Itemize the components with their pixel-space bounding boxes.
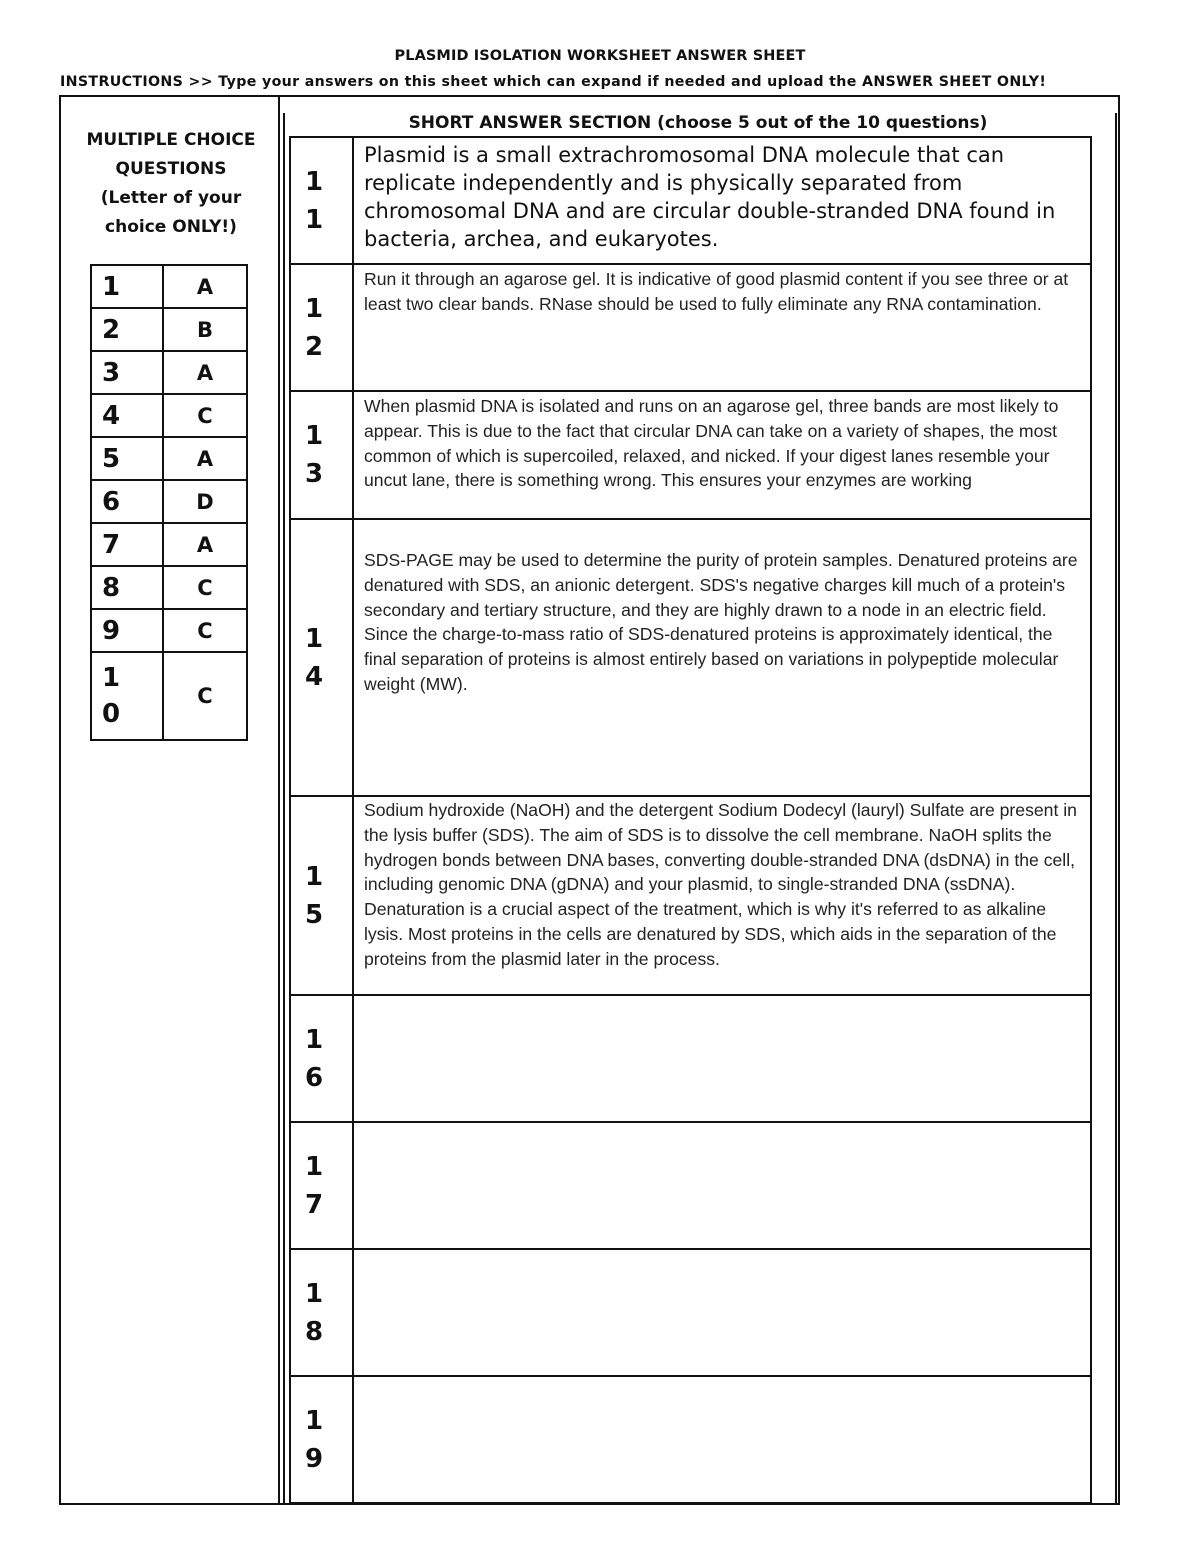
sa-row bbox=[290, 995, 1091, 1122]
sa-number-digit: 1 bbox=[305, 1151, 324, 1182]
sa-answer-cell[interactable]: SDS-PAGE may be used to determine the purity of protein samples. Denatured proteins are denatured with SDS, an anionic detergent. SDS's negative charges kill much of a protein's secondary and tertiary structure, and they are highly drawn to a node in an electric field. Since the charge-to-mass ratio of SDS-denatured proteins is approximately identical, the final separation of proteins is almost entirely based on variations in polypeptide molecular weight (MW). bbox=[353, 519, 1091, 796]
sa-question-number bbox=[290, 995, 353, 1122]
short-answer-table bbox=[289, 136, 1092, 1504]
sa-question-number bbox=[290, 137, 353, 264]
sa-number-digit: 1 bbox=[305, 293, 324, 324]
mc-question-number: 3 bbox=[91, 351, 163, 394]
mc-answer-cell[interactable]: A bbox=[163, 265, 247, 308]
mc-answer-cell[interactable]: A bbox=[163, 351, 247, 394]
sa-number-digit: 7 bbox=[305, 1189, 324, 1220]
sa-number-digit: 1 bbox=[305, 421, 324, 451]
mc-question-number: 8 bbox=[91, 566, 163, 609]
sa-number-digit: 1 bbox=[305, 861, 324, 892]
sa-number-digit: 3 bbox=[305, 459, 324, 489]
sa-answer-cell[interactable] bbox=[353, 1249, 1091, 1376]
mc-number-digit: 1 bbox=[102, 663, 121, 693]
multiple-choice-table bbox=[90, 264, 248, 741]
sa-answer-cell[interactable]: When plasmid DNA is isolated and runs on an agarose gel, three bands are most likely to appear. This is due to the fact that circular DNA can take on a variety of shapes, the most common of which is supercoiled, relaxed, and nicked. If your digest lanes resemble your uncut lane, there is something wrong. This ensures your enzymes are working bbox=[353, 391, 1091, 519]
mc-row bbox=[91, 308, 247, 351]
mc-answer-cell[interactable]: A bbox=[163, 523, 247, 566]
multiple-choice-heading bbox=[62, 126, 280, 242]
sa-number-digit: 1 bbox=[305, 1024, 324, 1055]
sa-row bbox=[290, 264, 1091, 391]
mc-question-number: 7 bbox=[91, 523, 163, 566]
mc-answer-cell[interactable]: D bbox=[163, 480, 247, 523]
mc-heading-line: (Letter of your bbox=[100, 188, 242, 208]
sa-number-digit: 9 bbox=[305, 1443, 324, 1474]
mc-question-number: 1 bbox=[91, 265, 163, 308]
sa-row bbox=[290, 1249, 1091, 1376]
column-divider-right bbox=[1115, 113, 1117, 1505]
sa-row bbox=[290, 796, 1091, 995]
mc-row bbox=[91, 265, 247, 308]
mc-row bbox=[91, 394, 247, 437]
sa-number-digit: 1 bbox=[305, 1405, 324, 1436]
sa-question-number bbox=[290, 1376, 353, 1503]
sa-row bbox=[290, 1122, 1091, 1249]
column-divider-left-inner bbox=[283, 113, 285, 1505]
mc-row bbox=[91, 652, 247, 740]
sa-row bbox=[290, 391, 1091, 519]
mc-question-number: 6 bbox=[91, 480, 163, 523]
mc-answer-cell[interactable]: C bbox=[163, 609, 247, 652]
mc-row bbox=[91, 351, 247, 394]
mc-answer-cell[interactable]: C bbox=[163, 394, 247, 437]
instructions: INSTRUCTIONS >> Type your answers on this sheet which can expand if needed and upload the ANSWER SHEET ONLY! bbox=[60, 74, 1047, 90]
mc-heading-line: choice ONLY!) bbox=[105, 217, 237, 237]
page-title: PLASMID ISOLATION WORKSHEET ANSWER SHEET bbox=[394, 48, 806, 64]
mc-heading-line: QUESTIONS bbox=[115, 159, 227, 179]
mc-question-number: 5 bbox=[91, 437, 163, 480]
sa-answer-cell[interactable]: Sodium hydroxide (NaOH) and the detergent Sodium Dodecyl (lauryl) Sulfate are present in the lysis buffer (SDS). The aim of SDS is to dissolve the cell membrane. NaOH splits the hydrogen bonds between DNA bases, converting double-stranded DNA (dsDNA) in the cell, including genomic DNA (gDNA) and your plasmid, to single-stranded DNA (ssDNA). Denaturation is a crucial aspect of the treatment, which is why it's referred to as alkaline lysis. Most proteins in the cells are denatured by SDS, which aids in the separation of the proteins from the plasmid later in the process. bbox=[353, 796, 1091, 995]
sa-number-digit: 1 bbox=[305, 204, 324, 235]
sa-answer-cell[interactable]: Run it through an agarose gel. It is indicative of good plasmid content if you see three or at least two clear bands. RNase should be used to fully eliminate any RNA contamination. bbox=[353, 264, 1091, 391]
mc-answer-cell[interactable]: C bbox=[163, 652, 247, 740]
mc-row bbox=[91, 566, 247, 609]
mc-row bbox=[91, 523, 247, 566]
mc-row bbox=[91, 480, 247, 523]
mc-answer-cell[interactable]: C bbox=[163, 566, 247, 609]
sa-number-digit: 1 bbox=[305, 1278, 324, 1309]
mc-row bbox=[91, 609, 247, 652]
mc-question-number bbox=[91, 652, 163, 740]
sa-number-digit: 1 bbox=[305, 623, 324, 654]
sa-answer-cell[interactable] bbox=[353, 1122, 1091, 1249]
mc-answer-cell[interactable]: B bbox=[163, 308, 247, 351]
sa-question-number bbox=[290, 264, 353, 391]
sa-number-digit: 6 bbox=[305, 1062, 324, 1093]
mc-question-number: 9 bbox=[91, 609, 163, 652]
mc-answer-cell[interactable]: A bbox=[163, 437, 247, 480]
sa-answer-cell[interactable] bbox=[353, 995, 1091, 1122]
mc-heading-line: MULTIPLE CHOICE bbox=[86, 130, 256, 150]
sa-question-number bbox=[290, 1249, 353, 1376]
sa-question-number bbox=[290, 391, 353, 519]
mc-question-number: 2 bbox=[91, 308, 163, 351]
sa-row bbox=[290, 1376, 1091, 1503]
sa-question-number bbox=[290, 1122, 353, 1249]
mc-number-digit: 0 bbox=[102, 699, 121, 729]
sa-row bbox=[290, 137, 1091, 264]
sa-answer-cell[interactable] bbox=[353, 1376, 1091, 1503]
sa-number-digit: 4 bbox=[305, 661, 324, 692]
sa-question-number bbox=[290, 796, 353, 995]
sa-question-number bbox=[290, 519, 353, 796]
short-answer-heading: SHORT ANSWER SECTION (choose 5 out of the 10 questions) bbox=[408, 113, 988, 133]
sa-number-digit: 1 bbox=[305, 166, 324, 197]
sa-number-digit: 2 bbox=[305, 331, 324, 362]
mc-row bbox=[91, 437, 247, 480]
sa-number-digit: 5 bbox=[305, 899, 324, 930]
sa-answer-cell[interactable]: Plasmid is a small extrachromosomal DNA molecule that can replicate independently and is physically separated from chromosomal DNA and are circular double-stranded DNA found in bacteria, archea, and eukaryotes. bbox=[353, 137, 1091, 264]
column-divider-left bbox=[278, 95, 280, 1505]
sa-number-digit: 8 bbox=[305, 1316, 324, 1347]
sa-row bbox=[290, 519, 1091, 796]
mc-question-number: 4 bbox=[91, 394, 163, 437]
